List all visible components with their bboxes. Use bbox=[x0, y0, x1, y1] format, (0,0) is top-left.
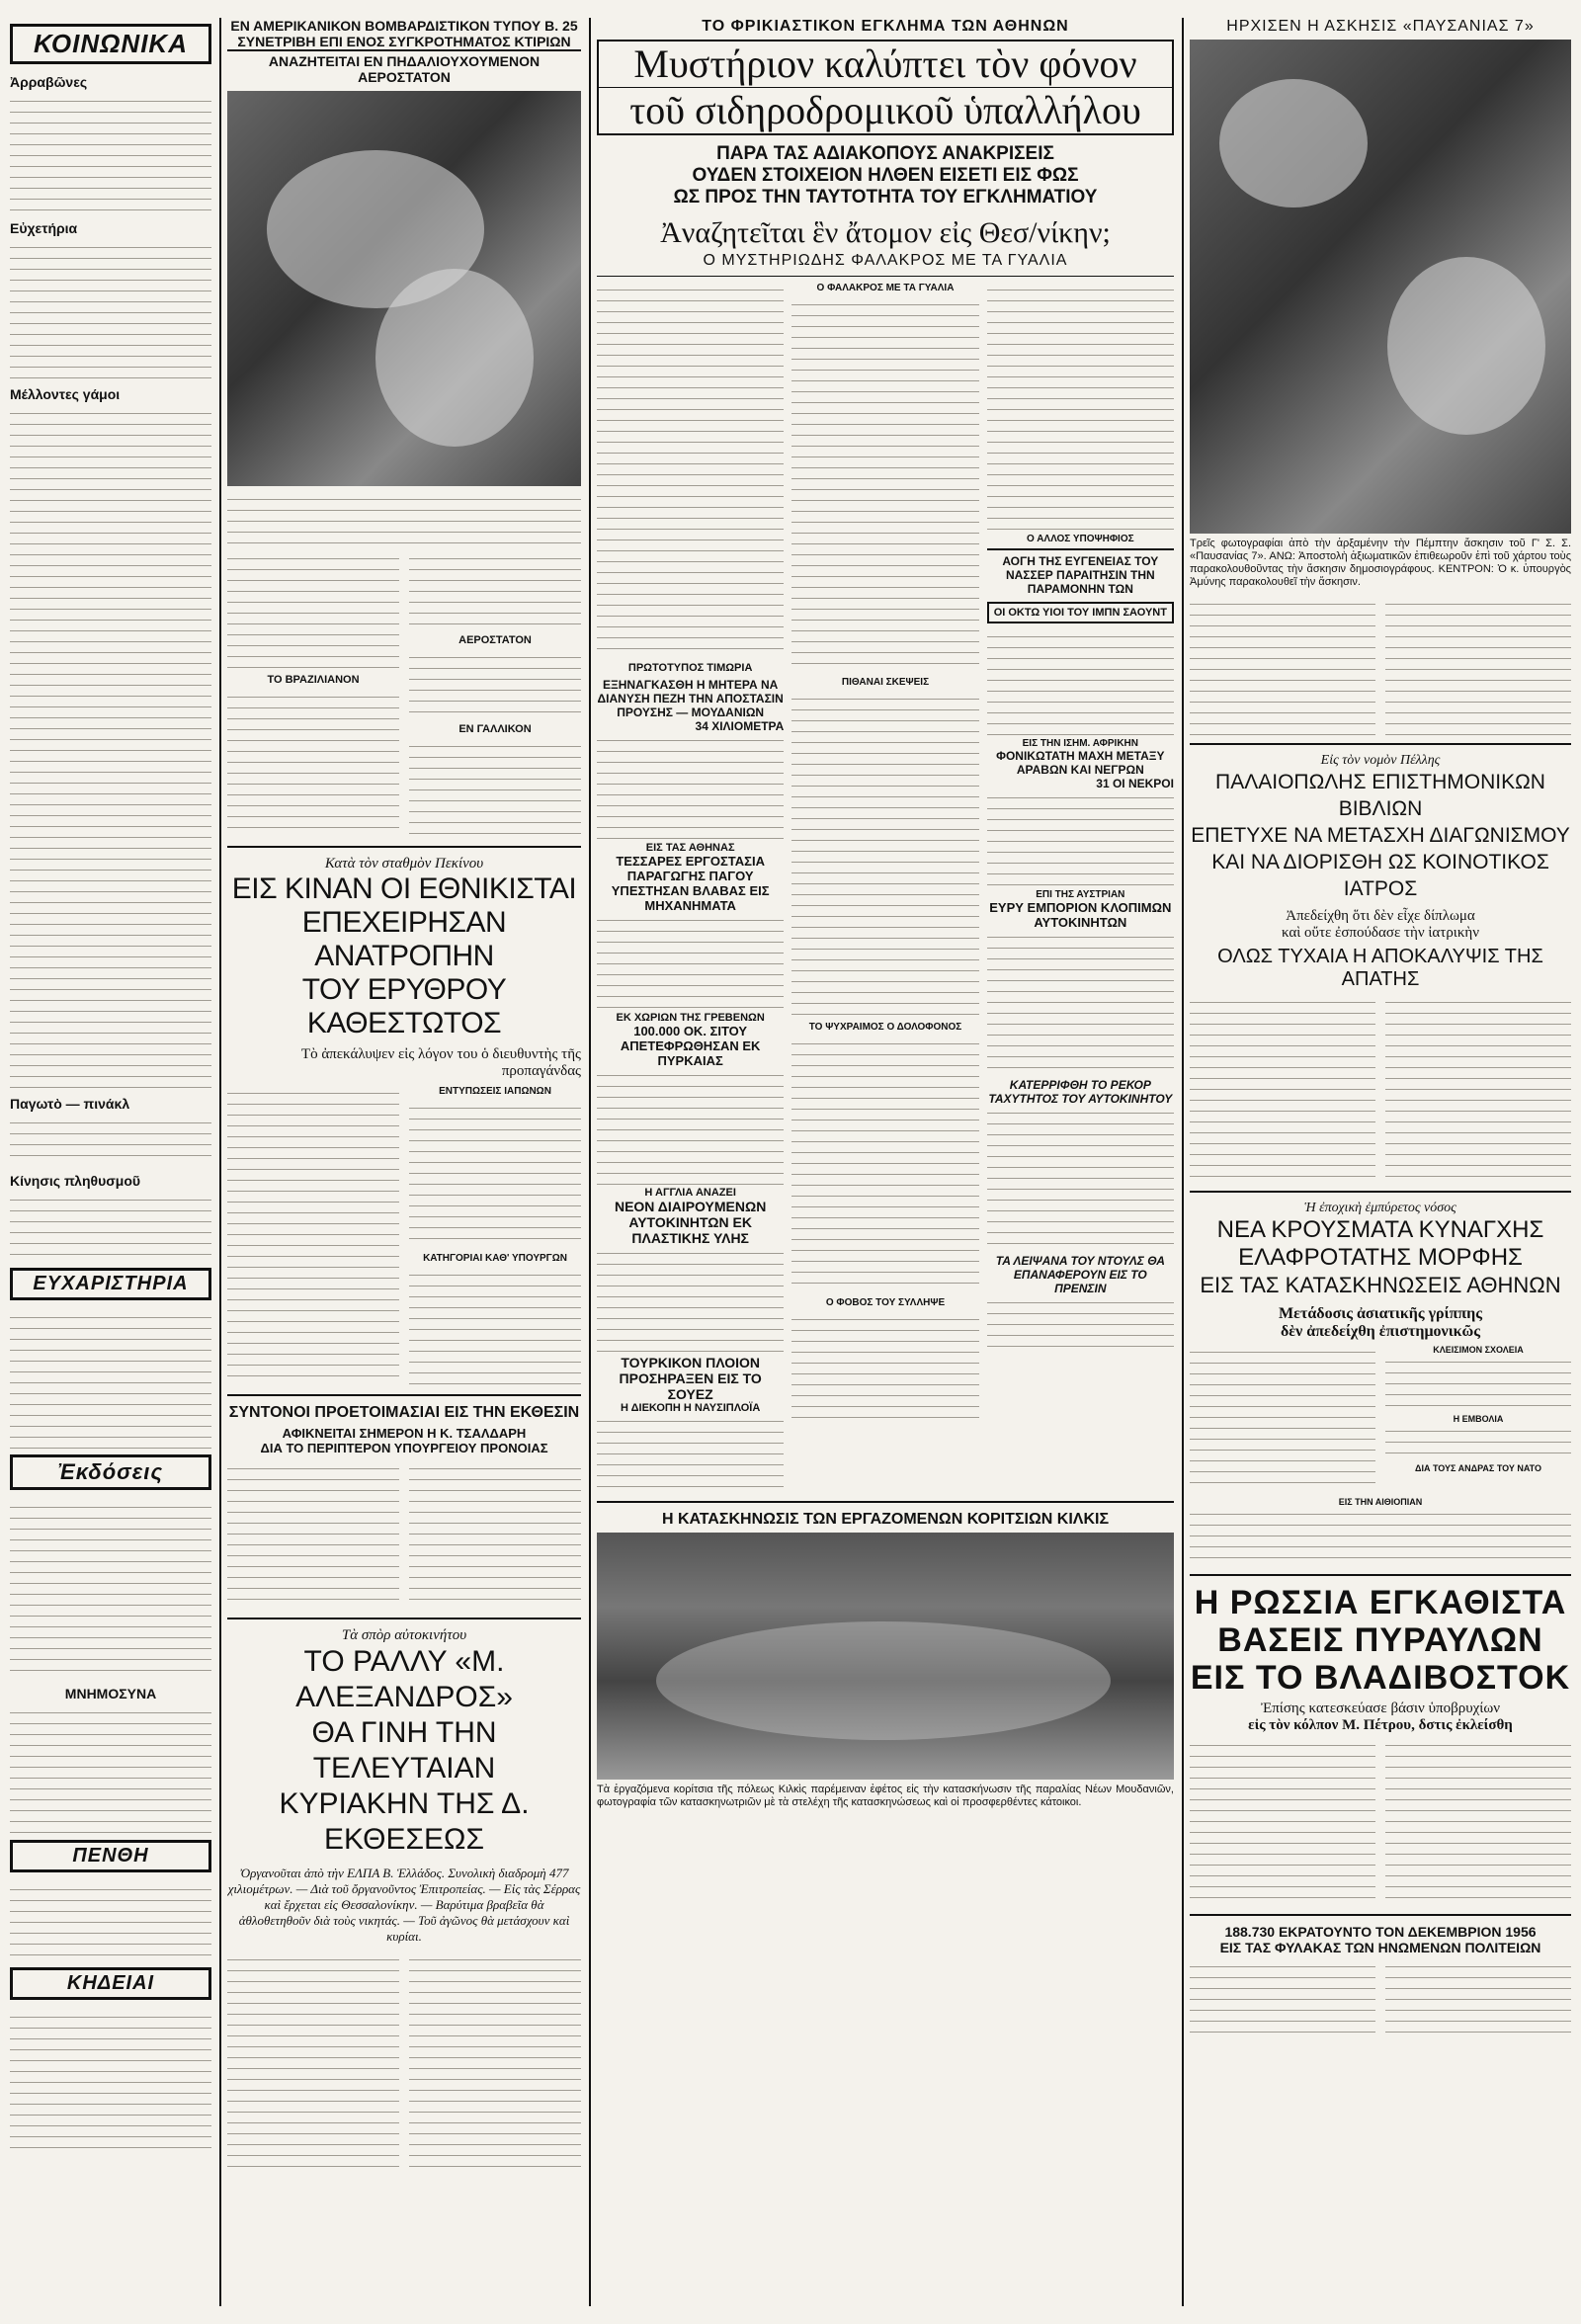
km-label: 34 ΧΙΛΙΟΜΕΤΡΑ bbox=[695, 719, 785, 733]
dead-count: 31 ΟΙ ΝΕΚΡΟΙ bbox=[1096, 777, 1174, 790]
text-block bbox=[10, 1310, 211, 1449]
london-head: ΝΕΟΝ ΔΙΑΙΡΟΥΜΕΝΩΝ ΑΥΤΟΚΙΝΗΤΩΝ ΕΚ ΠΛΑΣΤΙΚΗΣ ΥΛΗΣ bbox=[614, 1199, 767, 1246]
text-block bbox=[10, 2010, 211, 2148]
austria-head: ΕΥΡΥ ΕΜΠΟΡΙΟΝ ΚΛΟΠΙΜΩΝ ΑΥΤΟΚΙΝΗΤΩΝ bbox=[989, 900, 1172, 930]
nasser-box: ΟΙ ΟΚΤΩ ΥΙΟΙ ΤΟΥ ΙΜΠΝ ΣΑΟΥΝΤ bbox=[987, 602, 1174, 623]
sub-brazil: ΤΟ ΒΡΑΖΙΛΙΑΝΟΝ bbox=[267, 674, 360, 686]
flu-kicker: Ἡ ἐποχικὴ ἐμπύρετος νόσος bbox=[1304, 1201, 1456, 1215]
record-head: ΚΑΤΕΡΡΙΦΘΗ ΤΟ ΡΕΚΟΡ ΤΑΧΥΤΗΤΟΣ ΤΟΥ ΑΥΤΟΚΙΝΗΤΟΥ bbox=[988, 1078, 1173, 1106]
section-greetings: Εὐχετήρια bbox=[10, 220, 78, 236]
murder-deck-2: ΟΥΔΕΝ ΣΤΟΙΧΕΙΟΝ ΗΛΘΕΝ ΕΙΣΕΤΙ ΕΙΣ ΦΩΣ bbox=[692, 165, 1079, 186]
pausanias-head: ΗΡΧΙΣΕΝ Η ΑΣΚΗΣΙΣ «ΠΑΥΣΑΝΙΑΣ 7» bbox=[1226, 18, 1535, 35]
camp-photo bbox=[597, 1533, 1174, 1780]
sub-thoughts: ΠΙΘΑΝΑΙ ΣΚΕΨΕΙΣ bbox=[841, 677, 930, 688]
funerals-title: ΚΗΔΕΙΑΙ bbox=[10, 1967, 211, 2000]
text-block bbox=[10, 406, 211, 1088]
pekin-sub: Τὸ ἀπεκάλυψεν εἰς λόγον του ὁ διευθυντὴς τῆς προπαγάνδας bbox=[300, 1046, 581, 1079]
section-engagements: Ἀρραβῶνες bbox=[10, 74, 88, 90]
sub-punish: ΠΡΩΤΟΤΥΠΟΣ ΤΙΜΩΡΙΑ bbox=[627, 662, 753, 674]
text-block bbox=[227, 492, 581, 551]
flu-sub-1: Μετάδοσις ἀσιατικῆς γρίππης bbox=[1279, 1305, 1482, 1322]
news-column-2 bbox=[227, 18, 581, 2306]
pella-head-3: ΚΑΙ ΝΑ ΔΙΟΡΙΣΘΗ ΩΣ ΚΟΙΝΟΤΙΚΟΣ ΙΑΤΡΟΣ bbox=[1211, 851, 1549, 900]
flu-sub-6: ΕΙΣ ΤΗΝ ΑΙΘΙΟΠΙΑΝ bbox=[1338, 1497, 1423, 1507]
sub-murder: ΤΟ ΨΥΧΡΑΙΜΟΣ Ο ΔΟΛΟΦΟΝΟΣ bbox=[808, 1022, 962, 1033]
column-rule bbox=[219, 18, 221, 2306]
expo-head: ΣΥΝΤΟΝΟΙ ΠΡΟΕΤΟΙΜΑΣΙΑΙ ΕΙΣ ΤΗΝ ΕΚΘΕΣΙΝ bbox=[228, 1404, 580, 1421]
text-block bbox=[10, 1116, 211, 1165]
russia-head-1: Η ΡΩΣΣΙΑ ΕΓΚΑΘΙΣΤΑ bbox=[1194, 1584, 1567, 1621]
text-block bbox=[10, 240, 211, 378]
pekin-head-3: ΤΟΥ ΕΡΥΘΡΟΥ ΚΑΘΕΣΤΩΤΟΣ bbox=[301, 973, 507, 1039]
section-party: Παγωτὸ — πινάκλ bbox=[10, 1096, 130, 1112]
yemen-head: ΦΟΝΙΚΩΤΑΤΗ ΜΑΧΗ ΜΕΤΑΞΥ ΑΡΑΒΩΝ ΚΑΙ ΝΕΓΡΩΝ bbox=[996, 749, 1165, 777]
right-column bbox=[1190, 18, 1571, 2306]
pella-head-2: ΕΠΕΤΥΧΕ ΝΑ ΜΕΤΑΣΧΗ ΔΙΑΓΩΝΙΣΜΟΥ bbox=[1191, 824, 1570, 847]
pella-sub-1: Ἀπεδείχθη ὅτι δὲν εἶχε δίπλωμα bbox=[1286, 908, 1475, 924]
flu-head-2: ΕΛΑΦΡΟΤΑΤΗΣ ΜΟΡΦΗΣ bbox=[1238, 1244, 1523, 1271]
center-text-grid bbox=[597, 283, 1174, 1493]
sub-ministers: ΚΑΤΗΓΟΡΙΑΙ ΚΑΘ' ΥΠΟΥΡΓΩΝ bbox=[423, 1253, 567, 1264]
pekin-head-1: ΕΙΣ ΚΙΝΑΝ ΟΙ ΕΘΝΙΚΙΣΤΑΙ bbox=[231, 872, 577, 905]
russia-head-3: ΕΙΣ ΤΟ ΒΛΑΔΙΒΟΣΤΟΚ bbox=[1190, 1659, 1571, 1697]
section-population: Κίνησις πληθυσμοῦ bbox=[10, 1173, 141, 1189]
grevena-head: 100.000 ΟΚ. ΣΙΤΟΥ ΑΠΕΤΕΦΡΩΘΗΣΑΝ ΕΚ ΠΥΡΚΑΙΑΣ bbox=[620, 1024, 761, 1068]
flu-sub-5: ΔΙΑ ΤΟΥΣ ΑΝΔΡΑΣ ΤΟΥ ΝΑΤΟ bbox=[1414, 1463, 1541, 1473]
athens-kicker: ΕΙΣ ΤΑΣ ΑΘΗΝΑΣ bbox=[645, 842, 735, 854]
pekin-kicker: Κατὰ τὸν σταθμὸν Πεκίνου bbox=[324, 856, 484, 872]
sub-french: ΕΝ ΓΑΛΛΙΚΟΝ bbox=[458, 723, 532, 735]
camp-head: Η ΚΑΤΑΣΚΗΝΩΣΙΣ ΤΩΝ ΕΡΓΑΖΟΜΕΝΩΝ ΚΟΡΙΤΣΙΩΝ ΚΙΛΚΙΣ bbox=[661, 1511, 1110, 1528]
sub-japanese: ΕΝΤΥΠΩΣΕΙΣ ΙΑΠΩΝΩΝ bbox=[439, 1086, 551, 1097]
rally-head-1: ΤΟ ΡΑΛΛΥ «Μ. ΑΛΕΞΑΝΔΡΟΣ» bbox=[295, 1645, 513, 1713]
column-rule bbox=[589, 18, 591, 2306]
punish-head: ΕΞΗΝΑΓΚΑΣΘΗ Η ΜΗΤΕΡΑ ΝΑ ΔΙΑΝΥΣΗ ΠΕΖΗ ΤΗΝ ΑΠΟΣΤΑΣΙΝ ΠΡΟΥΣΗΣ — ΜΟΥΔΑΝΙΩΝ bbox=[597, 678, 784, 719]
bomber-head-1: ΕΝ ΑΜΕΡΙΚΑΝΙΚΟΝ ΒΟΜΒΑΡΔΙΣΤΙΚΟΝ ΤΥΠΟΥ Β. 25 bbox=[230, 18, 578, 34]
section-weddings: Μέλλοντες γάμοι bbox=[10, 386, 121, 402]
sub-other: Ο ΑΛΛΟΣ ΥΠΟΨΗΦΙΟΣ bbox=[1027, 534, 1134, 544]
sub-fear: Ο ΦΟΒΟΣ ΤΟΥ ΣΥΛΛΗΨΕ bbox=[825, 1297, 946, 1308]
search-head: Ἀναζητεῖται ἓν ἄτομον εἰς Θεσ/νίκην; bbox=[660, 216, 1111, 249]
murder-deck-3: ΩΣ ΠΡΟΣ ΤΗΝ ΤΑΥΤΟΤΗΤΑ ΤΟΥ ΕΓΚΛΗΜΑΤΙΟΥ bbox=[673, 187, 1098, 208]
sub-balloon: ΑΕΡΟΣΤΑΤΟΝ bbox=[458, 634, 532, 646]
nasser-head: ΑΟΓΗ ΤΗΣ ΕΥΓΕΝΕΙΑΣ ΤΟΥ ΝΑΣΣΕΡ ΠΑΡΑΙΤΗΣΙΝ ΤΗΝ ΠΑΡΑΜΟΝΗΝ ΤΩΝ bbox=[987, 548, 1174, 596]
social-column bbox=[10, 18, 211, 2306]
rally-head-2: ΘΑ ΓΙΝΗ ΤΗΝ ΤΕΛΕΥΤΑΙΑΝ bbox=[311, 1716, 497, 1784]
expo-sub-1: ΑΦΙΚΝΕΙΤΑΙ ΣΗΜΕΡΟΝ Η Κ. ΤΣΑΛΔΑΡΗ bbox=[282, 1426, 527, 1441]
crash-photo bbox=[227, 91, 581, 486]
text-block bbox=[10, 94, 211, 212]
flu-sub-4: Η ΕΜΒΟΛΙΑ bbox=[1453, 1414, 1504, 1424]
expo-sub-2: ΔΙΑ ΤΟ ΠΕΡΙΠΤΕΡΟΝ ΥΠΟΥΡΓΕΙΟΥ ΠΡΟΝΟΙΑΣ bbox=[260, 1441, 548, 1455]
murder-deck-1: ΠΑΡΑ ΤΑΣ ΑΔΙΑΚΟΠΟΥΣ ΑΝΑΚΡΙΣΕΙΣ bbox=[716, 143, 1054, 164]
murder-headline-1: Μυστήριον καλύπτει τὸν φόνον bbox=[597, 40, 1174, 87]
murder-kicker: ΤΟ ΦΡΙΚΙΑΣΤΙΚΟΝ ΕΓΚΛΗΜΑ ΤΩΝ ΑΘΗΝΩΝ bbox=[702, 18, 1069, 35]
pella-head-4: ΟΛΩΣ ΤΥΧΑΙΑ Η ΑΠΟΚΑΛΥΨΙΣ ΤΗΣ ΑΠΑΤΗΣ bbox=[1217, 946, 1543, 990]
yemen-kicker: ΕΙΣ ΤΗΝ ΙΣΗΜ. ΑΦΡΙΚΗΝ bbox=[1022, 738, 1138, 749]
text-block bbox=[10, 1705, 211, 1834]
refugee-head-1: 188.730 ΕΚΡΑΤΟΥΝΤΟ ΤΟΝ ΔΕΚΕΜΒΡΙΟΝ 1956 bbox=[1224, 1924, 1537, 1940]
text-block bbox=[10, 1500, 211, 1678]
memorial-title: ΜΝΗΜΟΣΥΝΑ bbox=[64, 1686, 157, 1702]
dulles-head: ΤΑ ΛΕΙΨΑΝΑ ΤΟΥ ΝΤΟΥΛΣ ΘΑ ΕΠΑΝΑΦΕΡΟΥΝ ΕΙΣ ΤΟ ΠΡΕΝΣΙΝ bbox=[995, 1254, 1165, 1295]
russia-head-2: ΒΑΣΕΙΣ ΠΥΡΑΥΛΩΝ bbox=[1217, 1621, 1543, 1659]
social-title: ΚΟΙΝΩΝΙΚΑ bbox=[10, 24, 211, 64]
pella-kicker: Εἰς τὸν νομὸν Πέλλης bbox=[1320, 753, 1441, 768]
sub-bald: Ο ΦΑΛΑΚΡΟΣ ΜΕ ΤΑ ΓΥΑΛΙΑ bbox=[816, 283, 955, 293]
rally-kicker: Τὰ σπὸρ αὐτοκινήτου bbox=[341, 1627, 467, 1643]
pausanias-photo bbox=[1190, 40, 1571, 534]
athens-head: ΤΕΣΣΑΡΕΣ ΕΡΓΟΣΤΑΣΙΑ ΠΑΡΑΓΩΓΗΣ ΠΑΓΟΥ ΥΠΕΣΤΗΣΑΝ ΒΛΑΒΑΣ ΕΙΣ ΜΗΧΑΝΗΜΑΤΑ bbox=[611, 854, 770, 913]
russia-sub-2: εἰς τὸν κόλπον Μ. Πέτρου, δστις ἐκλείσθη bbox=[1248, 1717, 1513, 1733]
flu-sub-2: δὲν ἀπεδείχθη ἐπιστημονικῶς bbox=[1281, 1323, 1480, 1340]
russia-sub-1: Ἐπίσης κατεσκεύασε βάσιν ὑποβρυχίων bbox=[1261, 1701, 1500, 1716]
turk-head: ΤΟΥΡΚΙΚΟΝ ΠΛΟΙΟΝ ΠΡΟΣΗΡΑΞΕΝ ΕΙΣ ΤΟ ΣΟΥΕΖ bbox=[619, 1355, 762, 1402]
flu-head-1: ΝΕΑ ΚΡΟΥΣΜΑΤΑ ΚΥΝΑΓΧΗΣ bbox=[1216, 1216, 1544, 1243]
mourning-title: ΠΕΝΘΗ bbox=[10, 1840, 211, 1872]
rally-head-3: ΚΥΡΙΑΚΗΝ ΤΗΣ Δ. ΕΚΘΕΣΕΩΣ bbox=[279, 1787, 530, 1856]
editions-title: Ἐκδόσεις bbox=[10, 1454, 211, 1490]
mystery-head: Ο ΜΥΣΤΗΡΙΩΔΗΣ ΦΑΛΑΚΡΟΣ ΜΕ ΤΑ ΓΥΑΛΙΑ bbox=[703, 252, 1068, 269]
turk-sub: Η ΔΙΕΚΟΠΗ Η ΝΑΥΣΙΠΛΟΪΑ bbox=[621, 1402, 761, 1414]
rally-lead: Ὀργανοῦται ἀπὸ τὴν ΕΛΠΑ Β. Ἑλλάδος. Συνολικὴ διαδρομὴ 477 χιλιομέτρων. — Διὰ τοῦ ὄργανοῦντος Ἐπιτροπείας. — Εἰς τὰς Σέρρας καὶ ἔρχεται εἰς Θεσσαλονίκην. — Βαρύτιμα βραβεῖα θὰ ἀθλοθετηθοῦν διὰ τοὺς νικητάς. — Τοῦ ἀγῶνος θὰ μετάσχουν καὶ κυρίαι. bbox=[227, 1866, 581, 1944]
grevena-kicker: ΕΚ ΧΩΡΙΩΝ ΤΗΣ ΓΡΕΒΕΝΩΝ bbox=[616, 1012, 765, 1024]
pella-head-1: ΠΑΛΑΙΟΠΩΛΗΣ ΕΠΙΣΤΗΜΟΝΙΚΩΝ ΒΙΒΛΙΩΝ bbox=[1215, 771, 1545, 820]
austria-kicker: ΕΠΙ ΤΗΣ ΑΥΣΤΡΙΑΝ bbox=[1036, 889, 1125, 900]
flu-sub-3: ΚΛΕΙΣΙΜΟΝ ΣΧΟΛΕΙΑ bbox=[1433, 1345, 1524, 1355]
camp-caption: Τὰ ἐργαζόμενα κορίτσια τῆς πόλεως Κιλκὶς παρέμειναν ἐφέτος εἰς τὴν κατασκήνωσιν τῆς παραλίας Νέων Μουδανιῶν, φωτογραφία τῶν κατασκηνωτριῶν μὲ τὰ στελέχη τῆς κατασκηνώσεως καὶ οἱ προσφερθέντες κάτοικοι. bbox=[597, 1784, 1174, 1808]
pausanias-caption: Τρεῖς φωτογραφίαι ἀπὸ τὴν ἀρξαμένην τὴν Πέμπτην ἄσκησιν τοῦ Γ' Σ. Σ. «Παυσανίας 7». ΑΝΩ: Ἀποστολὴ ἀξιωματικῶν ἐπιθεωροῦν ἐπὶ τοῦ χάρτου τοὺς παρακολουθοῦντας τὴν ἄσκησιν δημοσιογράφους. ΚΕΝΤΡΟΝ: Ὁ κ. ὑπουργὸς Ἀμύνης παρακολουθεῖ τὴν ἄσκησιν. bbox=[1190, 538, 1571, 588]
murder-headline-2: τοῦ σιδηροδρομικοῦ ὑπαλλήλου bbox=[597, 87, 1174, 135]
bomber-head-3: ΑΝΑΖΗΤΕΙΤΑΙ ΕΝ ΠΗΔΑΛΙΟΥΧΟΥΜΕΝΟΝ ΑΕΡΟΣΤΑΤΟΝ bbox=[227, 49, 581, 85]
text-block bbox=[10, 1193, 211, 1262]
text-block bbox=[10, 1882, 211, 1961]
bomber-head-2: ΣΥΝΕΤΡΙΒΗ ΕΠΙ ΕΝΟΣ ΣΥΓΚΡΟΤΗΜΑΤΟΣ ΚΤΙΡΙΩΝ bbox=[237, 34, 571, 49]
center-column bbox=[597, 18, 1174, 2306]
thanks-title: ΕΥΧΑΡΙΣΤΗΡΙΑ bbox=[10, 1268, 211, 1300]
pella-sub-2: καὶ οὔτε ἐσπούδασε τὴν ἰατρικὴν bbox=[1281, 925, 1480, 941]
london-kicker: Η ΑΓΓΛΙΑ ΑΝΑΖΕΙ bbox=[644, 1187, 736, 1199]
column-rule bbox=[1182, 18, 1184, 2306]
refugee-head-2: ΕΙΣ ΤΑΣ ΦΥΛΑΚΑΣ ΤΩΝ ΗΝΩΜΕΝΩΝ ΠΟΛΙΤΕΙΩΝ bbox=[1219, 1940, 1541, 1955]
pekin-head-2: ΕΠΕΧΕΙΡΗΣΑΝ ΑΝΑΤΡΟΠΗΝ bbox=[301, 906, 507, 972]
flu-head-3: ΕΙΣ ΤΑΣ ΚΑΤΑΣΚΗΝΩΣΕΙΣ ΑΘΗΝΩΝ bbox=[1200, 1273, 1561, 1297]
